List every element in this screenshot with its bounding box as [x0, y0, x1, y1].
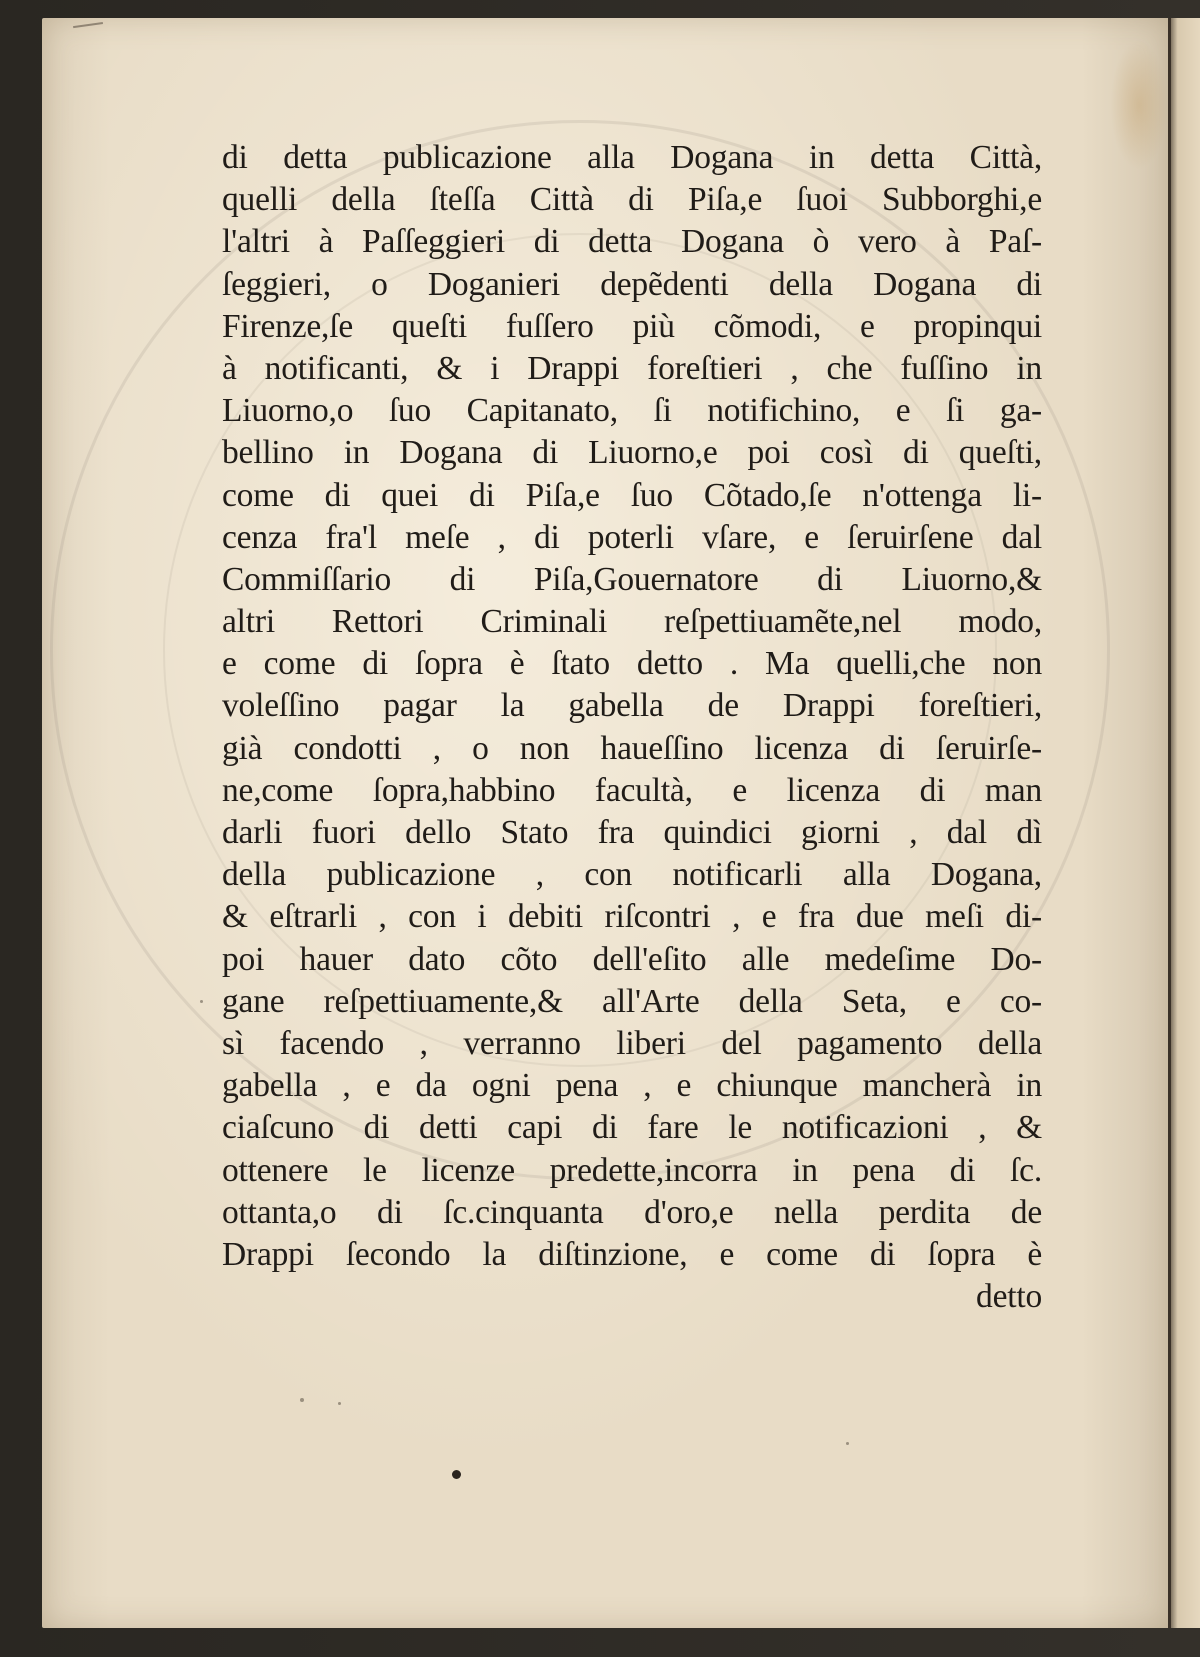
- text-line-20: poi hauer dato cõto dell'eſito alle medeſime Do-: [222, 940, 1042, 978]
- text-line-17: darli fuori dello Stato fra quindici giorni , dal dì: [222, 814, 1042, 851]
- text-line-26: ottanta,o di ſc.cinquanta d'oro,e nella perdita de: [222, 1193, 1042, 1231]
- text-line-11: Commiſſario di Piſa,Gouernatore di Liuorno,&: [222, 560, 1042, 598]
- text-line-21: gane reſpettiuamente,& all'Arte della Seta, e co-: [222, 982, 1042, 1020]
- text-line-2: quelli della ſteſſa Città di Piſa,e ſuoi Subborghi,e: [222, 181, 1042, 219]
- text-line-6: à notificanti, & i Drappi foreſtieri , che fuſſino in: [222, 349, 1042, 387]
- text-line-8: bellino in Dogana di Liuorno,e poi così di queſti,: [222, 434, 1042, 472]
- text-line-27: Drappi ſecondo la diſtinzione, e come di ſopra è: [222, 1235, 1042, 1273]
- facing-page-edge: [1168, 18, 1200, 1628]
- text-line-10: cenza fra'l meſe , di poterli vſare, e ſeruirſene dal: [222, 518, 1042, 556]
- text-line-9: come di quei di Piſa,e ſuo Cõtado,ſe n'ottenga li-: [222, 476, 1042, 514]
- text-line-19: & eſtrarli , con i debiti riſcontri , e fra due meſi di-: [222, 898, 1042, 936]
- text-line-16: ne,come ſopra,habbino facultà, e licenza di man: [222, 771, 1042, 809]
- ink-dot: [452, 1470, 461, 1479]
- text-line-22: sì facendo , verranno liberi del pagamento della: [222, 1024, 1042, 1062]
- paper-stain: [1110, 40, 1168, 170]
- text-line-18: della publicazione , con notificarli alla Dogana,: [222, 856, 1042, 894]
- text-line-4: ſeggieri, o Doganieri depẽdenti della Dogana di: [222, 265, 1042, 303]
- text-line-14: voleſſino pagar la gabella de Drappi foreſtieri,: [222, 687, 1042, 725]
- text-line-7: Liuorno,o ſuo Capitanato, ſi notifichino, e ſi ga-: [222, 392, 1042, 430]
- text-line-23: gabella , e da ogni pena , e chiunque mancherà in: [222, 1067, 1042, 1105]
- text-line-5: Firenze,ſe queſti fuſſero più cõmodi, e propinqui: [222, 307, 1042, 345]
- text-line-15: già condotti , o non haueſſino licenza di ſeruirſe-: [222, 729, 1042, 767]
- catchword: detto: [976, 1278, 1042, 1316]
- text-line-12: altri Rettori Criminali reſpettiuamẽte,nel modo,: [222, 603, 1042, 641]
- text-line-1: di detta publicazione alla Dogana in detta Città,: [222, 139, 1042, 176]
- text-line-3: l'altri à Paſſeggieri di detta Dogana ò vero à Paſ-: [222, 223, 1042, 261]
- text-line-25: ottenere le licenze predette,incorra in pena di ſc.: [222, 1151, 1042, 1189]
- text-line-13: e come di ſopra è ſtato detto . Ma quelli,che non: [222, 645, 1042, 683]
- page-gutter: [1168, 18, 1171, 1628]
- text-line-24: ciaſcuno di detti capi di fare le notificazioni , &: [222, 1109, 1042, 1147]
- body-text: [222, 137, 1042, 1318]
